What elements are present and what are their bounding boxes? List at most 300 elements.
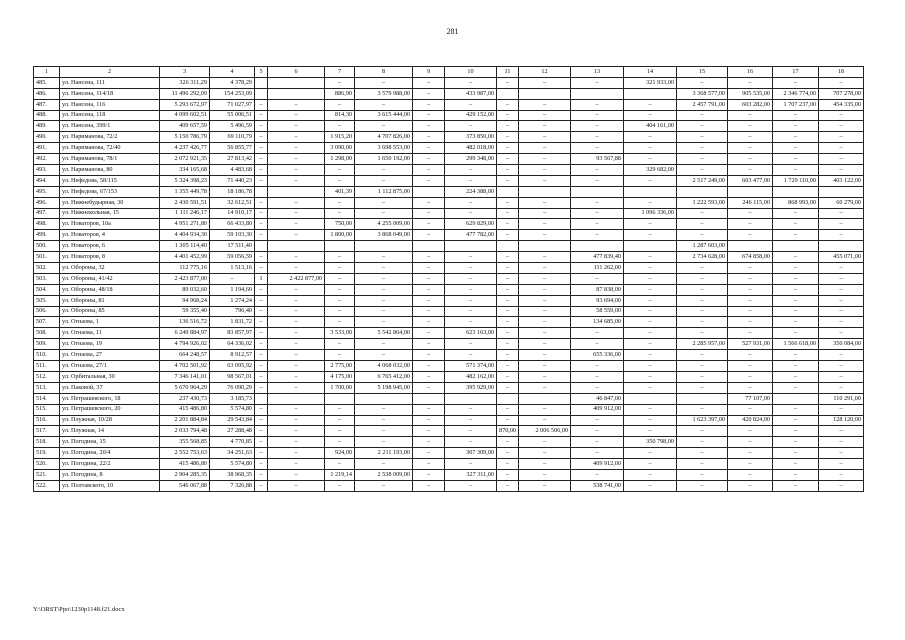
table-row [34, 132, 864, 143]
table-cell: – [519, 230, 571, 241]
table-cell: 3 698 553,00 [355, 143, 413, 154]
table-cell: – [519, 469, 571, 480]
table-cell: 2 552 753,63 [160, 448, 210, 459]
table-cell: – [445, 480, 497, 491]
table-cell: – [728, 284, 773, 295]
table-cell: 415 486,80 [160, 404, 210, 415]
table-cell: – [624, 273, 677, 284]
table-cell: – [355, 252, 413, 263]
table-cell: – [255, 252, 268, 263]
table-cell: – [519, 306, 571, 317]
table-cell: – [445, 284, 497, 295]
table-cell: – [325, 263, 355, 274]
table-cell: – [497, 350, 519, 361]
table-cell: – [268, 110, 325, 121]
table-cell: – [413, 263, 445, 274]
table-cell: – [773, 448, 819, 459]
table-cell: – [773, 110, 819, 121]
table-cell: – [355, 339, 413, 350]
table-cell: – [268, 197, 325, 208]
table-cell: – [497, 371, 519, 382]
table-cell: – [268, 175, 325, 186]
table-cell: 76 090,29 [210, 382, 255, 393]
row-number-cell: 514. [34, 393, 60, 404]
table-cell: – [413, 88, 445, 99]
table-cell [819, 241, 864, 252]
table-row [34, 143, 864, 154]
table-cell: 546 067,88 [160, 480, 210, 491]
table-cell: – [519, 110, 571, 121]
table-cell: – [497, 339, 519, 350]
column-header-4: 4 [210, 67, 255, 78]
table-cell: – [773, 437, 819, 448]
table-cell: – [497, 208, 519, 219]
table-cell: 111 262,00 [571, 263, 624, 274]
table-cell: – [325, 415, 355, 426]
address-cell: ул. Нансена, 111 [60, 77, 160, 88]
row-number-cell: 485. [34, 77, 60, 88]
table-cell: 7 346 141,01 [160, 371, 210, 382]
table-cell: – [819, 382, 864, 393]
address-cell: ул. Обороны, 81 [60, 295, 160, 306]
table-cell: 420 824,00 [728, 415, 773, 426]
table-cell: 56 855,77 [210, 143, 255, 154]
table-cell: – [773, 469, 819, 480]
table-cell: – [728, 143, 773, 154]
table-cell: – [268, 361, 325, 372]
row-number-cell: 521. [34, 469, 60, 480]
table-cell: 1 [255, 273, 268, 284]
address-cell: ул. Обороны, 85 [60, 306, 160, 317]
table-cell: – [624, 361, 677, 372]
table-cell: – [355, 165, 413, 176]
table-cell: 655 336,00 [571, 350, 624, 361]
table-cell: – [255, 132, 268, 143]
table-cell: 5 670 964,29 [160, 382, 210, 393]
table-cell: – [355, 208, 413, 219]
table-cell: – [497, 415, 519, 426]
table-cell [497, 88, 519, 99]
table-cell: – [325, 208, 355, 219]
table-cell: – [624, 328, 677, 339]
table-cell: – [355, 175, 413, 186]
table-cell: – [519, 77, 571, 88]
address-cell: ул. Новаторов, 4 [60, 230, 160, 241]
table-cell: 77 107,00 [728, 393, 773, 404]
table-cell: – [728, 350, 773, 361]
table-cell [255, 88, 268, 99]
address-cell: ул. Петрашевского, 18 [60, 393, 160, 404]
row-number-cell: 507. [34, 317, 60, 328]
table-cell: 46 847,00 [571, 393, 624, 404]
table-cell: – [819, 165, 864, 176]
table-cell: – [325, 284, 355, 295]
table-cell: – [255, 382, 268, 393]
table-cell: 59 056,59 [210, 252, 255, 263]
table-cell: – [445, 175, 497, 186]
table-cell: – [325, 480, 355, 491]
table-cell: – [325, 404, 355, 415]
table-cell: 1 831,72 [210, 317, 255, 328]
table-cell: – [497, 77, 519, 88]
column-header-11: 11 [497, 67, 519, 78]
table-cell: – [355, 121, 413, 132]
table-row [34, 339, 864, 350]
table-cell: – [268, 371, 325, 382]
column-header-12: 12 [519, 67, 571, 78]
row-number-cell: 496. [34, 197, 60, 208]
table-cell: – [325, 77, 355, 88]
table-cell: – [728, 317, 773, 328]
table-cell: – [571, 469, 624, 480]
table-cell: – [773, 143, 819, 154]
table-cell: – [819, 350, 864, 361]
address-cell: ул. Огнаова, 27 [60, 350, 160, 361]
table-cell: – [624, 480, 677, 491]
table-cell [255, 393, 268, 404]
row-number-cell: 503. [34, 273, 60, 284]
table-cell: 796,40 [210, 306, 255, 317]
table-cell: 4 237 426,77 [160, 143, 210, 154]
table-cell: 3 579 988,00 [355, 88, 413, 99]
table-cell [571, 88, 624, 99]
table-cell: – [497, 459, 519, 470]
table-cell: 403 122,00 [819, 175, 864, 186]
table-cell: – [413, 143, 445, 154]
table-cell: 27 288,48 [210, 426, 255, 437]
table-cell: – [773, 306, 819, 317]
table-cell: – [255, 350, 268, 361]
table-cell: – [255, 154, 268, 165]
table-cell: – [445, 317, 497, 328]
table-cell: 4 401 452,99 [160, 252, 210, 263]
table-cell: – [268, 459, 325, 470]
table-cell: – [677, 208, 728, 219]
table-cell: 3 533,00 [325, 328, 355, 339]
table-cell: – [624, 469, 677, 480]
table-cell: 2 285 957,00 [677, 339, 728, 350]
row-number-cell: 506. [34, 306, 60, 317]
table-cell [325, 241, 355, 252]
table-cell: 3 185,73 [210, 393, 255, 404]
address-cell: ул. Нариманова, 72/2 [60, 132, 160, 143]
address-cell: ул. Погодина, 8 [60, 469, 160, 480]
table-cell: – [677, 382, 728, 393]
row-number-cell: 489. [34, 121, 60, 132]
table-cell: 69 110,79 [210, 132, 255, 143]
table-row [34, 459, 864, 470]
table-cell: – [728, 263, 773, 274]
table-cell: – [677, 132, 728, 143]
table-cell: – [325, 317, 355, 328]
table-cell: – [268, 295, 325, 306]
table-cell: 18 186,78 [210, 186, 255, 197]
table-cell: – [445, 197, 497, 208]
table-cell: – [497, 252, 519, 263]
table-cell: 2 072 921,35 [160, 154, 210, 165]
table-cell: – [325, 459, 355, 470]
table-cell: 2 006 506,00 [519, 426, 571, 437]
table-cell: – [413, 197, 445, 208]
table-cell: – [728, 219, 773, 230]
table-cell: 2 422 877,00 [268, 273, 325, 284]
table-cell: – [413, 404, 445, 415]
table-cell: 38 968,35 [210, 469, 255, 480]
table-row [34, 361, 864, 372]
table-cell: 224 388,00 [445, 186, 497, 197]
table-cell: – [268, 448, 325, 459]
table-cell: – [571, 121, 624, 132]
table-cell: – [624, 295, 677, 306]
table-cell: – [819, 263, 864, 274]
table-cell: – [497, 132, 519, 143]
table-cell: 2 457 791,00 [677, 99, 728, 110]
row-number-cell: 499. [34, 230, 60, 241]
table-cell: 329 682,00 [624, 165, 677, 176]
address-cell: ул. Обороны, 48/18 [60, 284, 160, 295]
table-cell: 112 775,16 [160, 263, 210, 274]
table-cell: 571 374,00 [445, 361, 497, 372]
table-cell: – [773, 273, 819, 284]
table-cell: – [773, 317, 819, 328]
table-cell: – [445, 263, 497, 274]
table-cell: – [519, 480, 571, 491]
table-cell: – [624, 371, 677, 382]
address-cell: ул. Паковой, 37 [60, 382, 160, 393]
table-cell: – [519, 361, 571, 372]
table-cell: 4 404 934,30 [160, 230, 210, 241]
table-cell: 395 929,00 [445, 382, 497, 393]
table-cell: – [497, 295, 519, 306]
table-cell: – [413, 469, 445, 480]
table-cell: – [255, 219, 268, 230]
table-cell: – [677, 350, 728, 361]
table-cell: 373 850,00 [445, 132, 497, 143]
table-cell: 538 741,00 [571, 480, 624, 491]
table-cell: 750,00 [325, 219, 355, 230]
table-cell: – [519, 459, 571, 470]
row-number-cell: 494. [34, 175, 60, 186]
table-cell: – [325, 197, 355, 208]
table-row [34, 426, 864, 437]
address-cell: ул. Огнаова, 27/1 [60, 361, 160, 372]
table-cell: 1 222 593,00 [677, 197, 728, 208]
table-cell: – [355, 350, 413, 361]
table-cell: – [445, 415, 497, 426]
table-cell: – [413, 350, 445, 361]
table-cell: – [773, 404, 819, 415]
table-cell: – [819, 121, 864, 132]
table-cell: – [519, 437, 571, 448]
table-cell: – [728, 132, 773, 143]
table-cell: – [819, 208, 864, 219]
table-cell: 64 336,02 [210, 339, 255, 350]
table-cell: 404 161,00 [624, 121, 677, 132]
table-cell: – [268, 469, 325, 480]
table-cell: 29 543,84 [210, 415, 255, 426]
table-cell: 14 910,17 [210, 208, 255, 219]
table-cell: 707 278,00 [819, 88, 864, 99]
table-cell: – [413, 208, 445, 219]
table-cell: – [677, 230, 728, 241]
table-cell: – [268, 165, 325, 176]
table-cell: 1 112 875,00 [355, 186, 413, 197]
table-cell: 1 096 336,00 [624, 208, 677, 219]
table-row [34, 328, 864, 339]
table-cell: 128 120,00 [819, 415, 864, 426]
table-cell: – [325, 295, 355, 306]
table-cell: 307 309,00 [445, 448, 497, 459]
table-cell: 924,00 [325, 448, 355, 459]
table-cell [255, 186, 268, 197]
table-cell: – [728, 448, 773, 459]
table-cell: – [355, 306, 413, 317]
table-cell: – [255, 371, 268, 382]
table-cell: – [819, 295, 864, 306]
table-cell: – [519, 350, 571, 361]
row-number-cell: 518. [34, 437, 60, 448]
table-cell: – [819, 437, 864, 448]
table-cell: – [255, 197, 268, 208]
table-cell: 5 198 945,00 [355, 382, 413, 393]
row-number-cell: 517. [34, 426, 60, 437]
table-cell [571, 241, 624, 252]
table-cell: – [413, 284, 445, 295]
table-cell: 93 694,00 [571, 295, 624, 306]
table-cell: – [677, 328, 728, 339]
table-cell: – [497, 197, 519, 208]
table-cell: – [677, 306, 728, 317]
table-row [34, 99, 864, 110]
table-cell: – [519, 175, 571, 186]
table-cell: – [497, 230, 519, 241]
table-cell: 415 486,80 [160, 459, 210, 470]
table-cell: 59 355,40 [160, 306, 210, 317]
row-number-cell: 511. [34, 361, 60, 372]
table-cell: 5 324 398,23 [160, 175, 210, 186]
table-cell: 237 430,73 [160, 393, 210, 404]
table-cell [255, 77, 268, 88]
table-cell: – [571, 208, 624, 219]
table-cell: – [773, 132, 819, 143]
table-cell: – [519, 371, 571, 382]
table-cell [413, 241, 445, 252]
table-cell: – [413, 230, 445, 241]
table-cell [268, 241, 325, 252]
table-cell: – [255, 208, 268, 219]
column-header-7: 7 [325, 67, 355, 78]
table-cell: – [819, 469, 864, 480]
table-cell: – [773, 328, 819, 339]
table-cell: – [773, 426, 819, 437]
table-cell: 1 915,20 [325, 132, 355, 143]
table-cell: – [819, 154, 864, 165]
address-cell: ул. Обороны, 41/42 [60, 273, 160, 284]
table-cell: – [445, 426, 497, 437]
table-cell: – [413, 132, 445, 143]
table-cell: – [445, 121, 497, 132]
table-cell: 63 095,92 [210, 361, 255, 372]
table-cell: 2 033 794,48 [160, 426, 210, 437]
table-cell: – [255, 328, 268, 339]
table-cell [773, 186, 819, 197]
table-cell: 5 150 786,79 [160, 132, 210, 143]
table-row [34, 175, 864, 186]
table-cell: – [413, 99, 445, 110]
table-cell: – [497, 263, 519, 274]
table-cell [773, 241, 819, 252]
table-cell: – [268, 350, 325, 361]
table-cell: 334 165,68 [160, 165, 210, 176]
table-cell: – [497, 154, 519, 165]
table-cell: 3 368 577,00 [677, 88, 728, 99]
table-cell: – [819, 219, 864, 230]
table-cell: 1 700,00 [325, 382, 355, 393]
table-cell [268, 88, 325, 99]
table-cell: – [497, 448, 519, 459]
row-number-cell: 490. [34, 132, 60, 143]
table-cell: – [624, 154, 677, 165]
table-row [34, 219, 864, 230]
table-cell: 2 201 884,84 [160, 415, 210, 426]
table-cell: – [268, 426, 325, 437]
table-cell: – [268, 317, 325, 328]
table-cell: 2 346 774,00 [773, 88, 819, 99]
table-cell: – [445, 404, 497, 415]
table-cell: – [497, 469, 519, 480]
table-cell: 429 152,00 [445, 110, 497, 121]
table-cell: – [819, 317, 864, 328]
table-cell: 482 162,00 [445, 371, 497, 382]
column-header-15: 15 [677, 67, 728, 78]
table-cell: – [413, 361, 445, 372]
table-cell: – [413, 252, 445, 263]
table-cell: – [268, 284, 325, 295]
table-cell: 1 355 449,78 [160, 186, 210, 197]
table-cell: 4 175,00 [325, 371, 355, 382]
table-cell: – [413, 306, 445, 317]
table-cell: 4 702 501,92 [160, 361, 210, 372]
table-cell: – [255, 284, 268, 295]
table-cell: – [255, 480, 268, 491]
table-cell: – [255, 306, 268, 317]
table-cell: 8 912,57 [210, 350, 255, 361]
table-cell: – [497, 143, 519, 154]
table-cell [497, 393, 519, 404]
table-cell: – [255, 263, 268, 274]
table-cell: 5 574,80 [210, 404, 255, 415]
table-cell: 6 765 412,00 [355, 371, 413, 382]
table-cell: 409 657,59 [160, 121, 210, 132]
table-cell: – [571, 165, 624, 176]
table-cell: 4 099 602,51 [160, 110, 210, 121]
table-row [34, 371, 864, 382]
table-row [34, 154, 864, 165]
table-cell [519, 88, 571, 99]
table-cell: – [519, 165, 571, 176]
table-cell: – [497, 306, 519, 317]
table-cell: 7 326,88 [210, 480, 255, 491]
row-number-cell: 512. [34, 371, 60, 382]
table-cell: 664 248,57 [160, 350, 210, 361]
table-cell: – [268, 154, 325, 165]
table-cell: 1 800,00 [325, 230, 355, 241]
table-cell: – [677, 361, 728, 372]
table-cell: 1 623 397,00 [677, 415, 728, 426]
row-number-cell: 504. [34, 284, 60, 295]
table-cell: 2 538 009,00 [355, 469, 413, 480]
table-cell: 2 904 285,35 [160, 469, 210, 480]
